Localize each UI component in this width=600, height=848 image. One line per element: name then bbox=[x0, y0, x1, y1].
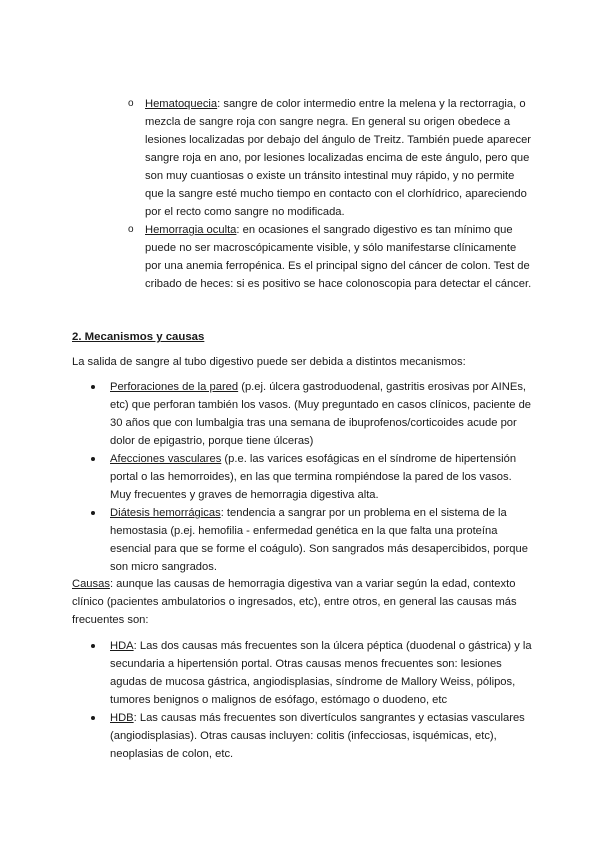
term-description: : tendencia a sangrar por un problema en el sistema de la hemostasia (p.ej. hemofilia - enfermedad genética en la que falta una proteína esencial para que se forme el coágulo). Son sangrados más desapercibidos, porque son micro sangrados. bbox=[110, 507, 528, 573]
term-hdb: HDB bbox=[110, 712, 134, 724]
term-description: : en ocasiones el sangrado digestivo es tan mínimo que puede no ser macroscópicamente visible, y sólo manifestarse clínicamente por una anemia ferropénica. Es el principal signo del cáncer de colon. Test de cribado de heces: si es positivo se hace colonoscopia para detectar el cáncer. bbox=[145, 224, 532, 290]
term-description: : sangre de color intermedio entre la melena y la rectorragia, o mezcla de sangre roja con sangre negra. En general su origen obedece a lesiones localizadas por debajo del ángulo de Treitz. También puede aparecer sangre roja en ano, por lesiones localizadas encima de este ángulo, pero que son muy cuantiosas o existe un tránsito intestinal muy rápido, y no permite que la sangre esté mucho tiempo en contacto con el clorhídrico, apareciendo por el recto como sangre no modificada. bbox=[145, 98, 532, 218]
term-hematoquecia: Hematoquecia bbox=[145, 98, 218, 110]
term-hemorragia-oculta: Hemorragia oculta bbox=[145, 224, 237, 236]
term-afecciones-vasculares: Afecciones vasculares bbox=[110, 453, 222, 465]
bullet-icon bbox=[91, 644, 95, 648]
bullet-icon bbox=[91, 385, 95, 389]
list-item bbox=[91, 378, 533, 450]
circle-bullet-icon: o bbox=[128, 224, 134, 235]
circle-bullet-icon: o bbox=[128, 98, 134, 109]
bullet-icon bbox=[91, 457, 95, 461]
term-diatesis-hemorragicas: Diátesis hemorrágicas bbox=[110, 507, 221, 519]
causes-paragraph bbox=[72, 575, 532, 629]
sub-list-item bbox=[128, 221, 533, 293]
bullet-icon bbox=[91, 511, 95, 515]
term-causas: Causas bbox=[72, 578, 110, 590]
mechanisms-list bbox=[91, 378, 533, 576]
term-description: (p.ej. úlcera gastroduodenal, gastritis erosivas por AINEs, etc) que perforan también los vasos. (Muy preguntado en casos clínicos, paciente de 30 años que con lumbalgia tras una semana de ibuprofenos/corticoides acude por dolor de epigastrio, porque tiene úlceras) bbox=[110, 381, 532, 447]
term-description: (p.e. las varices esofágicas en el síndrome de hipertensión portal o las hemorroides), en las que termina rompiéndose la pared de los vasos. Muy frecuentes y graves de hemorragia digestiva alta. bbox=[110, 453, 517, 501]
causes-list bbox=[91, 637, 533, 763]
term-description: : Las causas más frecuentes son divertículos sangrantes y ectasias vasculares (angiodisplasias). Otras causas incluyen: colitis (infecciosas, isquémicas, etc), neoplasias de colon, etc. bbox=[110, 712, 525, 760]
section-heading: 2. Mecanismos y causas bbox=[72, 331, 205, 343]
term-perforaciones: Perforaciones de la pared bbox=[110, 381, 239, 393]
intro-paragraph: La salida de sangre al tubo digestivo puede ser debida a distintos mecanismos: bbox=[72, 356, 466, 368]
term-hda: HDA bbox=[110, 640, 134, 652]
sub-list-item bbox=[128, 95, 533, 221]
causes-description: : aunque las causas de hemorragia digestiva van a variar según la edad, contexto clínico (pacientes ambulatorios o ingresados, etc), entre otros, en general las causas más frecuentes son: bbox=[72, 578, 517, 626]
list-item bbox=[91, 709, 533, 763]
list-item bbox=[91, 637, 533, 709]
list-item bbox=[91, 450, 533, 504]
term-description: : Las dos causas más frecuentes son la úlcera péptica (duodenal o gástrica) y la secundaria a hipertensión portal. Otras causas menos frecuentes son: lesiones agudas de mucosa gástrica, angiodisplasias, síndrome de Mallory Weiss, pólipos, tumores benignos o malignos de esófago, estómago o duodeno, etc bbox=[110, 640, 532, 706]
bullet-icon bbox=[91, 716, 95, 720]
sub-bullet-list bbox=[128, 95, 533, 293]
list-item bbox=[91, 504, 533, 576]
